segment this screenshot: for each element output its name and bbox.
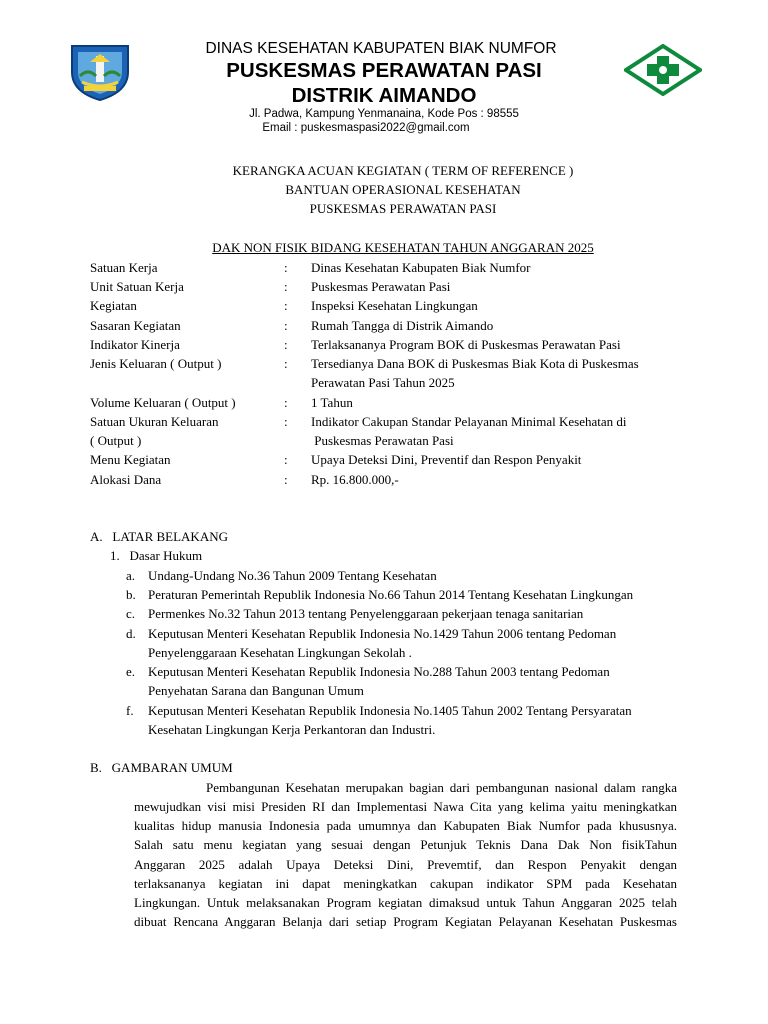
info-label: Jenis Keluaran ( Output ) (90, 356, 222, 371)
list-marker: c. (126, 606, 136, 621)
info-colon: : (284, 395, 288, 410)
info-label: Satuan Kerja (90, 260, 158, 275)
info-colon: : (284, 356, 288, 371)
paragraph-line: dibuat Rencana Anggaran Belanja dari setiap Program Kegiatan Pelayanan Kesehatan Puskesmas (134, 914, 677, 929)
info-value: Rumah Tangga di Distrik Aimando (311, 318, 494, 333)
info-value: Tersedianya Dana BOK di Puskesmas Biak Kota di Puskesmas (311, 356, 639, 371)
list-marker: d. (126, 626, 136, 641)
info-value-continuation: Perawatan Pasi Tahun 2025 (311, 375, 455, 390)
info-value-continuation: Puskesmas Perawatan Pasi (311, 433, 454, 448)
list-item: Permenkes No.32 Tahun 2013 tentang Penyelenggaraan pekerjaan tenaga sanitarian (148, 606, 584, 621)
list-item: Peraturan Pemerintah Republik Indonesia No.66 Tahun 2014 Tentang Kesehatan Lingkungan (148, 587, 634, 602)
document-subtitle-2: PUSKESMAS PERAWATAN PASI (309, 201, 497, 216)
district-name: DISTRIK AIMANDO (291, 84, 477, 107)
section-a-subheading: 1. Dasar Hukum (110, 548, 203, 563)
info-label: Volume Keluaran ( Output ) (90, 395, 236, 410)
info-colon: : (284, 318, 288, 333)
info-colon: : (284, 298, 288, 313)
info-label: Satuan Ukuran Keluaran (90, 414, 219, 429)
paragraph-line: Pembangunan Kesehatan merupakan bagian dari pembangunan nasional dalam rangka (206, 780, 677, 795)
agency-name: DINAS KESEHATAN KABUPATEN BIAK NUMFOR (205, 40, 557, 57)
info-colon: : (284, 260, 288, 275)
paragraph-line: Salah satu menu kegiatan yang sesuai dengan Petunjuk Teknis Dana Dak Non fisikTahun (134, 837, 677, 852)
info-label: Indikator Kinerja (90, 337, 180, 352)
section-b-heading: B. GAMBARAN UMUM (90, 760, 233, 775)
list-item: Keputusan Menteri Kesehatan Republik Indonesia No.1429 Tahun 2006 tentang Pedoman (148, 626, 617, 641)
document-subtitle: BANTUAN OPERASIONAL KESEHATAN (285, 182, 521, 197)
info-label: Alokasi Dana (90, 472, 162, 487)
paragraph-line: Anggaran 2025 adalah Upaya Deteksi Dini, Prevemtif, dan Respon Penyakit dengan (134, 857, 677, 872)
email-line: Email : puskesmaspasi2022@gmail.com (262, 122, 470, 134)
list-item: Keputusan Menteri Kesehatan Republik Indonesia No.1405 Tahun 2002 Tentang Persyaratan (148, 703, 632, 718)
list-item-continuation: Kesehatan Lingkungan Kerja Perkantoran dan Industri. (148, 722, 436, 737)
paragraph-line: kualitas hidup manusia Indonesia pada umumnya dan Kabupaten Biak Numfor pada khususnya. (134, 818, 677, 833)
list-marker: e. (126, 664, 136, 679)
list-item-continuation: Penyelenggaraan Kesehatan Lingkungan Sekolah . (148, 645, 412, 660)
info-label: Kegiatan (90, 298, 137, 313)
info-value: Dinas Kesehatan Kabupaten Biak Numfor (311, 260, 531, 275)
info-colon: : (284, 279, 288, 294)
info-colon: : (284, 337, 288, 352)
list-marker: a. (126, 568, 136, 583)
info-value: Upaya Deteksi Dini, Preventif dan Respon Penyakit (311, 452, 582, 467)
list-marker: b. (126, 587, 136, 602)
list-marker: f. (126, 703, 134, 718)
list-item-continuation: Penyehatan Sarana dan Bangunan Umum (148, 683, 364, 698)
paragraph-line: terlaksananya kegiatan ini dapat meningkatkan cakupan indikator SPM pada Kesehatan (134, 876, 677, 891)
info-value: Puskesmas Perawatan Pasi (311, 279, 451, 294)
info-label: Menu Kegiatan (90, 452, 171, 467)
puskesmas-name: PUSKESMAS PERAWATAN PASI (226, 59, 542, 82)
info-label-continuation: ( Output ) (90, 433, 142, 448)
list-item: Keputusan Menteri Kesehatan Republik Indonesia No.288 Tahun 2003 tentang Pedoman (148, 664, 610, 679)
info-colon: : (284, 414, 288, 429)
info-value: Terlaksananya Program BOK di Puskesmas Perawatan Pasi (311, 337, 621, 352)
info-value: Indikator Cakupan Standar Pelayanan Minimal Kesehatan di (311, 414, 627, 429)
list-item: Undang-Undang No.36 Tahun 2009 Tentang Kesehatan (148, 568, 437, 583)
document-title: KERANGKA ACUAN KEGIATAN ( TERM OF REFERENCE ) (232, 163, 574, 178)
info-value: 1 Tahun (311, 395, 353, 410)
info-value: Rp. 16.800.000,- (311, 472, 399, 487)
info-label: Unit Satuan Kerja (90, 279, 184, 294)
address-line: Jl. Padwa, Kampung Yenmanaina, Kode Pos : 98555 (249, 108, 519, 120)
paragraph-line: mewujudkan visi misi Presiden RI dan Implementasi Nawa Cita yang kelima yaitu meningkatkan (134, 799, 677, 814)
paragraph-line: Lingkungan. Untuk melaksanakan Program kegiatan dimaksud untuk Tahun Anggaran 2025 telah (134, 895, 677, 910)
info-colon: : (284, 472, 288, 487)
info-label: Sasaran Kegiatan (90, 318, 181, 333)
document-subtitle-3: DAK NON FISIK BIDANG KESEHATAN TAHUN ANGGARAN 2025 (212, 240, 594, 255)
section-a-heading: A. LATAR BELAKANG (90, 529, 228, 544)
info-value: Inspeksi Kesehatan Lingkungan (311, 298, 478, 313)
info-colon: : (284, 452, 288, 467)
